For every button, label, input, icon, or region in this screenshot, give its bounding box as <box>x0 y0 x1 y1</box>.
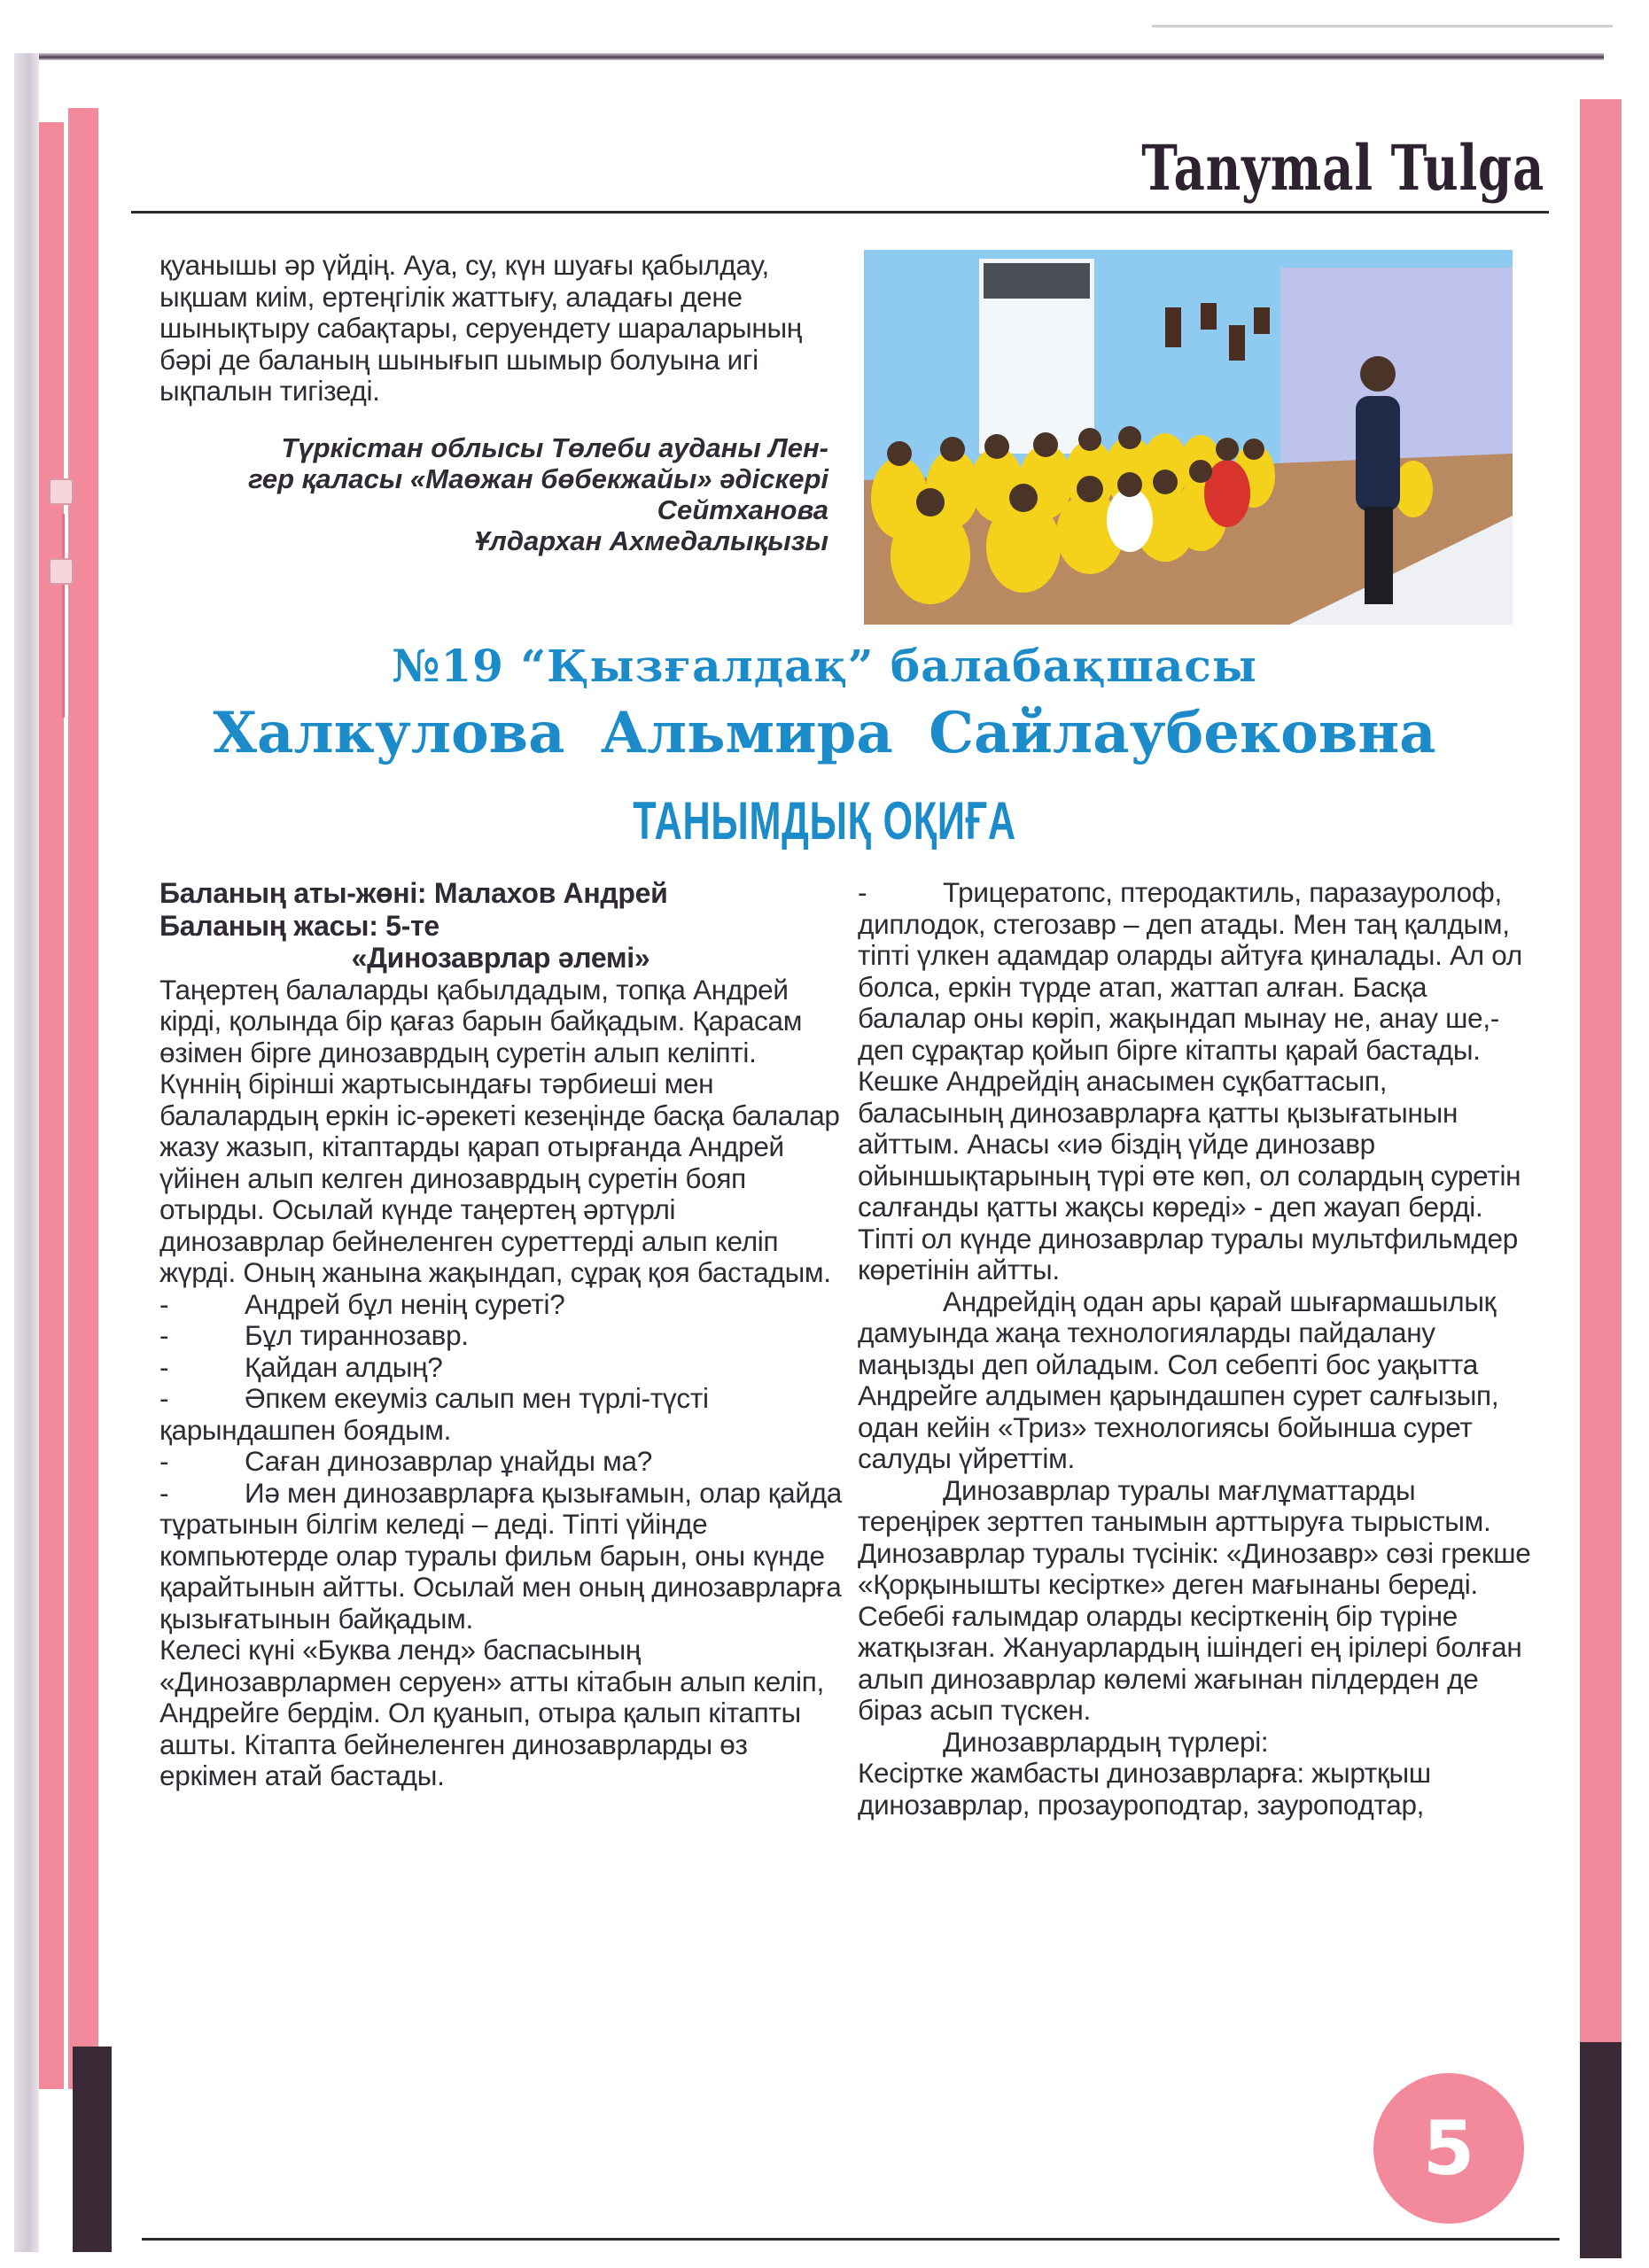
signature-line: Түркістан облысы Төлеби ауданы Лен- <box>281 432 828 463</box>
signature-line: Ұлдархан Ахмедалықызы <box>474 525 828 556</box>
right-stripe-pink <box>1580 99 1622 2051</box>
paragraph-text: Андрей бұл ненің суреті? <box>245 1287 565 1320</box>
paragraph <box>858 1538 1531 1727</box>
page-top-edge <box>35 53 1604 60</box>
child-age: Баланың жасы: 5-те <box>159 910 439 942</box>
paragraph-text: Трицератопс, птеродактиль, паразауролоф, диплодок, стегозавр – деп атады. Мен таң қалдым, тіпті үлкен адамдар оларды айтуға қиналады. Ал ол болса, еркін түрде атап, жаттап алған. Басқа балалар оны көріп, жақындап мынау не, анау ше,- деп сұрақтар қойып бірге кітапты қарай бастады. <box>858 876 1522 1066</box>
paragraph-text: Динозаврлар туралы мағлұматтарды тереңірек зерттеп танымын арттыруға тырыстым. <box>858 1473 1491 1537</box>
signature-line: Сейтханова <box>657 494 828 525</box>
dialogue-line <box>159 1352 842 1384</box>
left-column <box>159 877 842 1792</box>
paragraph <box>159 1635 842 1792</box>
paragraph-text: Андрейдің одан ары қарай шығармашылық дамуында жаңа технологияларды пайдалану маңызды деп ойладым. Сол себепті бос уақытта Андрейге алдымен қарындашпен сурет салғызып, одан кейін «Триз» технологиясы бойынша сурет салуды үйреттім. <box>858 1285 1499 1474</box>
paragraph-text: Бұл тираннозавр. <box>245 1319 469 1351</box>
paragraph <box>858 1286 1531 1475</box>
dialogue-line <box>159 1320 842 1352</box>
intro-text: қуанышы әр үйдің. Ауа, су, күн шуағы қабылдау, ықшам киім, ертеңгілік жаттығу, аладағы дене шынықтыру сабақтары, серуендету шараларының бәрі де баланың шынығып шымыр болуына игі ықпалын тигізеді. <box>159 249 802 407</box>
scan-edge-line <box>1152 25 1613 27</box>
paragraph-text: Әпкем екеуміз салып мен түрлі-түсті қарындашпен боядым. <box>159 1382 709 1446</box>
paragraph-text: Динозаврлар туралы түсінік: «Динозавр» сөзі грекше «Қорқынышты кесіртке» деген мағынаны береді. Себебі ғалымдар оларды кесірткенің бір түріне жатқызған. Жануарлардың ішіндегі ең ірілері болған алып динозаврлар көлемі жағынан пілдерден де біраз асып түскен. <box>858 1536 1531 1726</box>
child-name: Баланың аты-жөні: Малахов Андрей <box>159 877 668 909</box>
dash-marker: - <box>159 1476 169 1509</box>
dialogue-line <box>159 1383 842 1446</box>
photo-illustration <box>864 250 1513 625</box>
header-rule <box>131 211 1549 214</box>
paragraph <box>159 975 842 1289</box>
paragraph <box>858 1758 1531 1821</box>
paragraph <box>858 1727 1531 1759</box>
section-title: Tanymal Tulga <box>1141 131 1544 205</box>
left-paragraphs <box>159 975 842 1792</box>
staple-icon <box>49 558 74 585</box>
binding-stripe-pink <box>39 122 64 2089</box>
binding-stripe-dark <box>73 2047 112 2252</box>
right-stripe-dark <box>1580 2042 1622 2258</box>
author-signature <box>142 432 828 556</box>
dash-marker: - <box>858 876 867 908</box>
paragraph <box>858 1475 1531 1538</box>
staple-icon <box>49 478 74 505</box>
paragraph-text: Иә мен динозаврларға қызығамын, олар қайда тұратынын білгім келеді – деді. Тіпті үйінде компьютерде олар туралы фильм барын, оны күнде қарайтынын айтты. Осылай мен оның динозаврларға қызығатынын байқадым. <box>159 1476 842 1635</box>
dash-marker: - <box>159 1350 169 1383</box>
dialogue-line <box>159 1446 842 1478</box>
dash-marker: - <box>159 1445 169 1477</box>
paragraph-text: Динозаврлардың түрлері: <box>943 1725 1269 1758</box>
right-paragraphs <box>858 877 1531 1821</box>
binding-stripe-pink <box>68 108 98 2089</box>
paragraph-text: Қайдан алдың? <box>245 1350 443 1383</box>
dash-marker: - <box>159 1382 169 1414</box>
dialogue-line <box>858 877 1531 1066</box>
paragraph-text: Таңертең балаларды қабылдадым, топқа Андрей кірді, қолында бір қағаз барын байқадым. Қарасам өзімен бірге динозаврдың суретін алып келіпті. Күннің бірінші жартысындағы тәрбиеші мен балалардың еркін іс-әрекеті кезеңінде басқа балалар жазу жазып, кітаптарды қарап отырғанда Андрей үйінен алып келген динозаврдың суретін бояп отырды. Осылай күнде таңертең әртүрлі динозаврлар бейнеленген суреттерді алып келіп жүрді. Оның жанына жақындап, сұрақ қоя бастадым. <box>159 973 840 1288</box>
dash-marker: - <box>159 1319 169 1351</box>
dash-marker: - <box>159 1287 169 1320</box>
right-column <box>858 877 1531 1821</box>
story-title: ТАНЫМДЫҚ ОҚИҒА <box>633 791 1016 850</box>
teacher-name: Халкулова Альмира Сайлаубековна <box>213 700 1436 766</box>
intro-paragraph <box>159 250 842 408</box>
paragraph <box>858 1066 1531 1286</box>
paragraph-text: Кешке Андрейдің анасымен сұқбаттасып, баласының динозаврларға қатты қызығатынын айттым. Анасы «иә біздің үйде динозавр ойыншықтарының түрі өте көп, ол солардың суретін салғанды қатты жақсы көреді» - деп жауап берді. Тіпті ол күнде динозаврлар туралы мультфильмдер көретінін айтты. <box>858 1065 1521 1285</box>
footer-rule <box>142 2238 1560 2241</box>
dialogue-line <box>159 1289 842 1321</box>
group-photo <box>864 250 1513 625</box>
paragraph-text: Келесі күні «Буква ленд» баспасының «Динозаврлармен серуен» атты кітабын алып келіп, Андрейге бердім. Ол қуанып, отыра қалып кітапты ашты. Кітапта бейнеленген динозаврларды өз еркімен атай бастады. <box>159 1634 824 1791</box>
binding-edge <box>14 53 39 2252</box>
kindergarten-title: №19 “Қызғалдақ” балабақшасы <box>392 640 1257 692</box>
signature-line: гер қаласы «Маөжан бөбекжайы» әдіскері <box>248 463 828 494</box>
paragraph-text: Саған динозаврлар ұнайды ма? <box>245 1445 652 1477</box>
story-subtitle: «Динозаврлар әлемі» <box>351 942 650 974</box>
dialogue-line <box>159 1478 842 1635</box>
paragraph-text: Кесіртке жамбасты динозаврларға: жыртқыш динозаврлар, прозауроподтар, зауроподтар, <box>858 1757 1431 1821</box>
page-number: 5 <box>1373 2073 1524 2224</box>
